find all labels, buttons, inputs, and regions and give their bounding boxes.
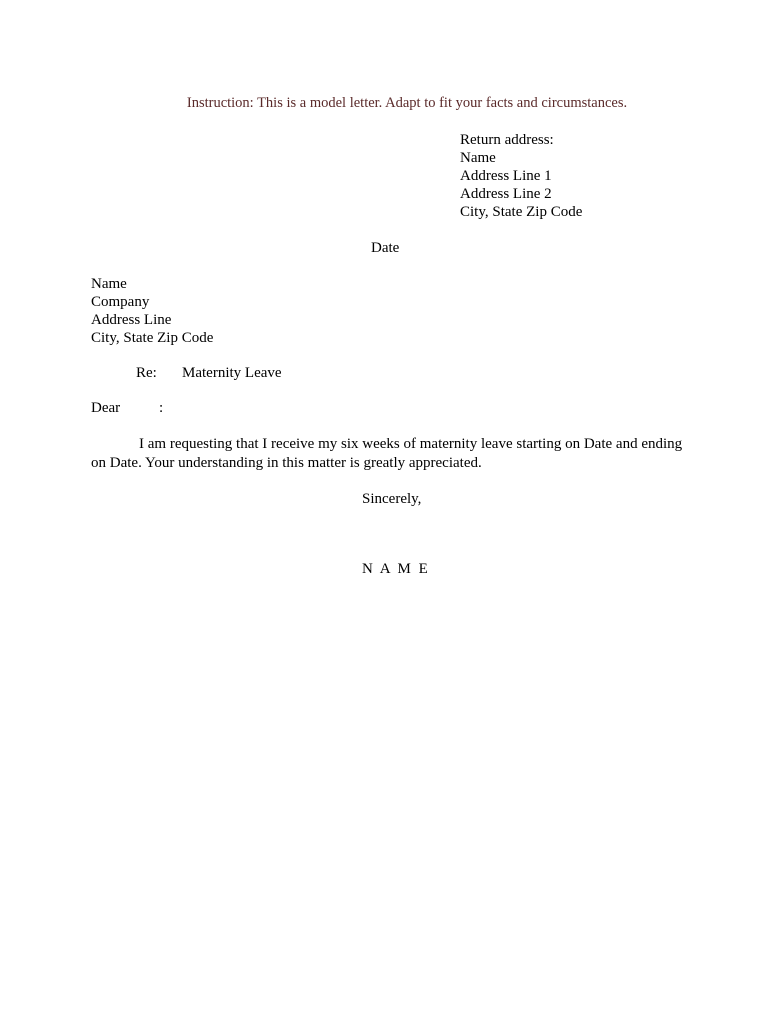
return-address-line-2: Address Line 2 — [460, 186, 552, 202]
return-address-line-1: Address Line 1 — [460, 168, 552, 184]
instruction-text: Instruction: This is a model letter. Adapt to fit your facts and circumstances. — [186, 95, 628, 111]
return-address-city-state-zip: City, State Zip Code — [460, 204, 583, 220]
signature-name: N A M E — [362, 561, 430, 577]
re-subject: Maternity Leave — [182, 365, 282, 381]
recipient-company: Company — [91, 294, 150, 310]
body-line-1: I am requesting that I receive my six weeks of maternity leave starting on Date and ending — [139, 436, 683, 452]
salutation-colon: : — [159, 400, 164, 416]
re-label: Re: — [136, 365, 157, 381]
return-address-heading: Return address: — [460, 132, 554, 148]
letter-date: Date — [371, 240, 400, 256]
recipient-address-block — [91, 275, 213, 347]
recipient-address-line: Address Line — [91, 312, 172, 328]
body-paragraph — [91, 435, 691, 473]
closing: Sincerely, — [362, 491, 422, 507]
recipient-city-state-zip: City, State Zip Code — [91, 330, 214, 346]
salutation-word: Dear — [91, 400, 121, 416]
return-address-name: Name — [460, 150, 496, 166]
recipient-name: Name — [91, 276, 127, 292]
body-line-2: on Date. Your understanding in this matter is greatly appreciated. — [91, 455, 482, 471]
return-address-block — [460, 131, 582, 221]
